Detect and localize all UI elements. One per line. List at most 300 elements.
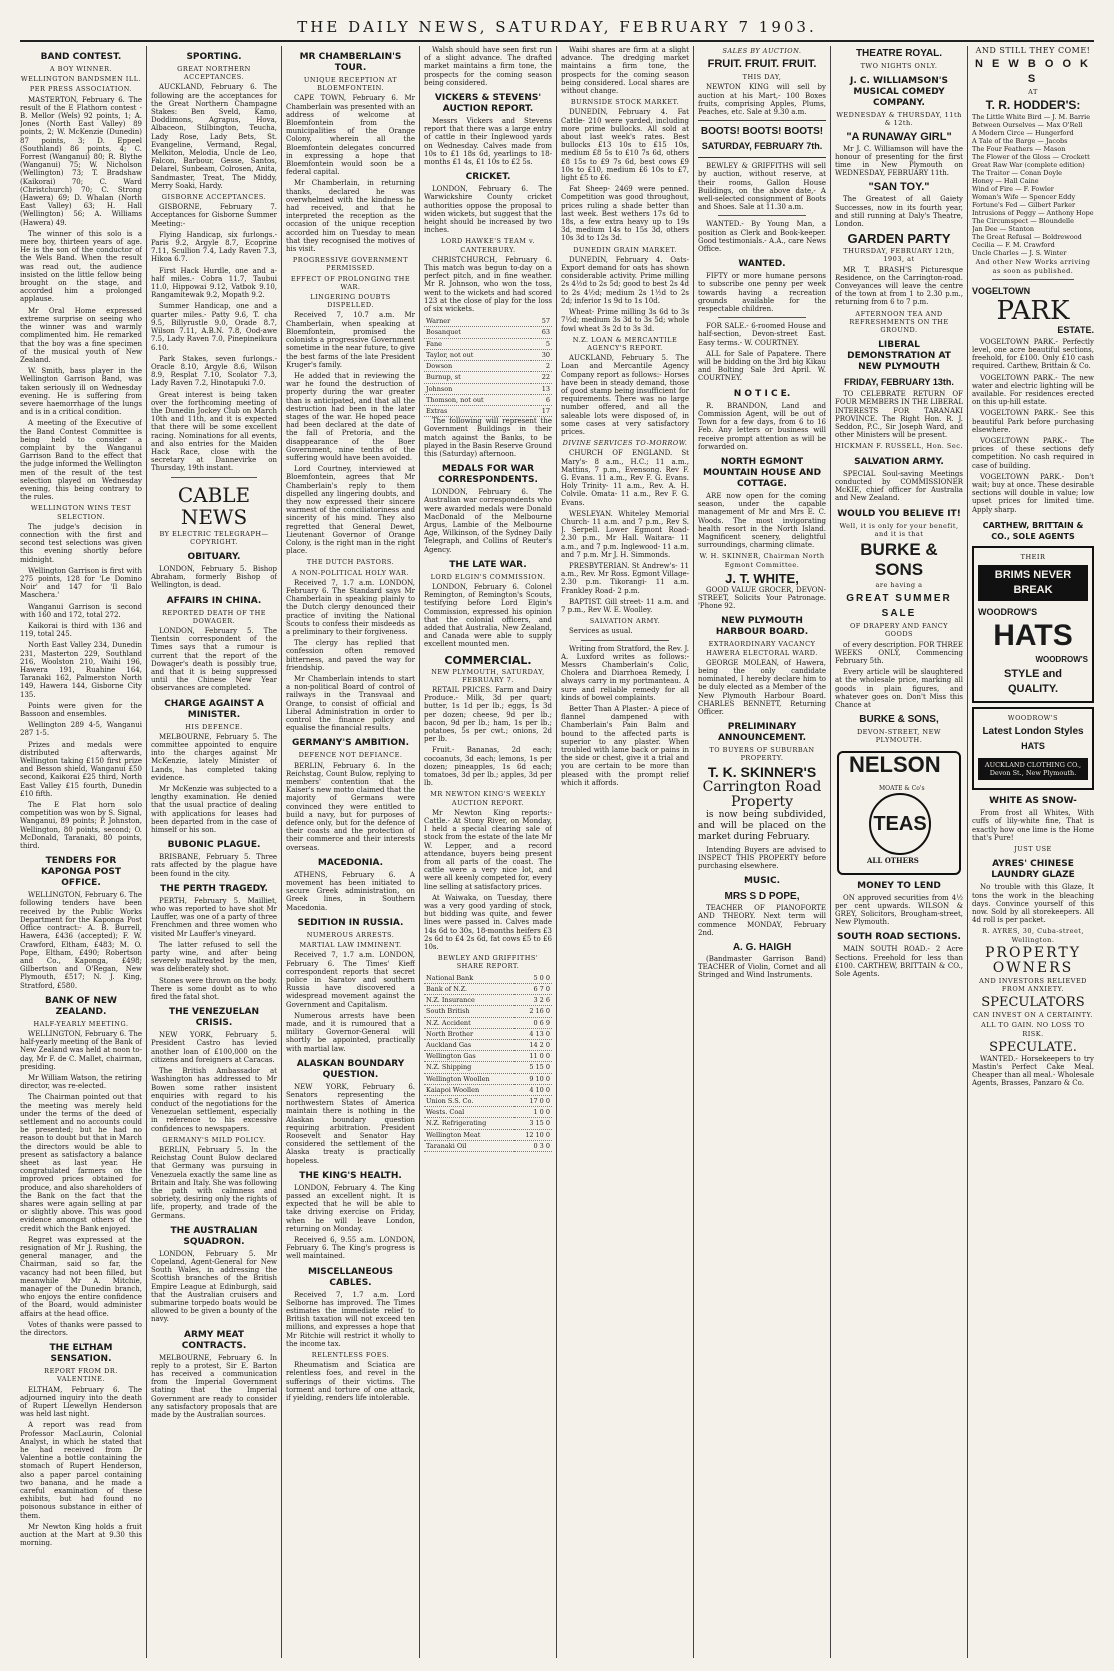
share-row-cell: 6 7 0 xyxy=(514,983,552,994)
paragraph: From frost all Whites, With cuffs of lily-white fine, That is exactly how one lime is the Home that's Pure! xyxy=(972,809,1094,842)
share-row-cell: Wellington Meat xyxy=(424,1129,514,1140)
paragraph: The following will represent the Government Buildings in their match against the Banks, to be played in the Basin Reserve Ground this (Saturday) afternoon. xyxy=(424,417,552,458)
dateline: PER PRESS ASSOCIATION. xyxy=(29,85,133,94)
paragraph: Messrs Vickers and Stevens report that there was a large entry of cattle in their Inglewood yards on Wednesday. Calves made from 10s to £1 18s 6d, yearlings to 18-months £1 4s, £1 10s to £2 5s. xyxy=(424,117,552,167)
paragraph: LONDON, February 4. The King passed an excellent night. It is expected that he will be able to take driving exercise on Friday, when he will leave London, returning on Monday. xyxy=(286,1183,415,1233)
headline: ALASKAN BOUNDARY QUESTION. xyxy=(296,1058,405,1080)
subhead: THURSDAY, FEBRUARY 12th, 1903, at xyxy=(843,247,955,264)
paragraph: Received 7, 10.7 a.m. Mr Chamberlain, when speaking at Bloemfontein, promised the colonists a progressive Government sometime in the near future, to give the best farms of the late President Kruger's family. xyxy=(286,311,415,369)
subhead: AND STILL THEY COME! xyxy=(975,46,1091,55)
score-row-cell: 2 xyxy=(531,361,552,372)
paragraph: AUCKLAND, February 6. The following are the acceptances for the Great Northern Champagne Stakes: Ben Sveld, Kamo, Doddimons, Agrapus, Hova, Albaceon, Stilbington, Teucha, Lady Rose, Lady Bets, St. Evangeline, Vermand, Regal, Melkiton, Melodia, Uncle de Leo, Falcon, Barbour, Gesse, Santos, Delarel, Sunbeam, Colrosen, Anita, Sandmaster, Treat, The Middy, Merry Soaki, Hardy. xyxy=(151,83,277,190)
book-item: A Modern Circe — Hungerford xyxy=(972,129,1074,138)
score-row xyxy=(424,405,552,416)
subhead: NUMEROUS ARRESTS. xyxy=(306,930,395,939)
subhead: GISBORNE ACCEPTANCES. xyxy=(161,193,267,202)
share-row-cell: 3 2 6 xyxy=(514,995,552,1006)
column-rule xyxy=(146,46,147,1658)
subhead: BY ELECTRIC TELEGRAPH—COPYRIGHT. xyxy=(159,529,269,546)
share-row-cell: 0 6 9 xyxy=(514,1017,552,1028)
subhead: TO BUYERS OF SUBURBAN PROPERTY. xyxy=(709,746,815,763)
paragraph: MELBOURNE, February 5. The committee appointed to enquire into the charges against Mr McKenzie, lately Minister of Lands, has completed taking evidence. xyxy=(151,732,277,782)
book-item: Honey — Hall Caine xyxy=(972,177,1039,186)
column-rule xyxy=(830,46,831,1658)
paragraph: Wellington Garrison is first with 275 points, 128 for 'Le Domino Noir' and 147 for 'Il Balo Maschera.' xyxy=(20,566,142,600)
ad-title: ESTATE. xyxy=(1057,324,1094,335)
ad-title: OWNERS xyxy=(992,959,1074,976)
paragraph: ALL for Sale of Papatere. There will be bidding on the 3rd big Kikau and Bolting Sale 3rd April. W. COURTNEY. xyxy=(698,349,826,383)
paragraph: The Greatest of all Gaiety Successes, now in its fourth year, and still running at Daly's Theatre, London. xyxy=(835,195,963,229)
paragraph: Prizes and medals were distributed afterwards, Wellington taking £150 first prize and Besson shield, Wanganui £50 second, Kaikorai £25 third, North East Valley £15 fourth, Dunedin £10 fifth. xyxy=(20,740,142,798)
share-row-cell: 5 0 0 xyxy=(514,973,552,984)
paragraph: A report was read from Professor MacLaurin, Colonial Analyst, in which he stated that he had received from Dr Valentine a bottle containing the stomach of Rupert Henderson, also a paper parcel containing two banana, and he made a careful examination of these exhibits, but had found no poisonous substance in either of them. xyxy=(20,1421,142,1520)
masthead-title: THE DAILY NEWS, SATURDAY, FEBRUARY 7 1903. xyxy=(297,18,817,36)
share-row-cell: 5 15 0 xyxy=(514,1062,552,1073)
headline: THE LATE WAR. xyxy=(449,559,527,570)
paragraph: WESLEYAN. Whiteley Memorial Church- 11 a.m. and 7 p.m., Rev S. J. Serpell. Lower Egmont Road- 2.30 p.m., Mr Hall. Waitara- 11 a.m., and 7 p.m. Inglewood- 11 a.m. and 7 p.m. Mr J. H. Simmonds. xyxy=(561,509,689,559)
divider xyxy=(581,640,669,641)
paragraph: ATHENS, February 6. A movement has been initiated to secure Greek administration, on Greek lines, in Southern Macedonia. xyxy=(286,870,415,912)
column-8 xyxy=(972,46,1094,1658)
paragraph: Mr Chamberlain, in returning thanks, declared he was overwhelmed with the kindness he had received, and that he interpreted the reception as the occasion of the unique reception accorded him on Tuesday to mean that they recognised the motives of his visit. xyxy=(286,179,415,254)
paragraph: Fruit.- Bananas, 2d each; cocoanuts, 3d each; lemons, 1s per dozen; pineapples, 1s 6d each; tomatoes, 3d per lb.; apples, 3d per lb. xyxy=(424,746,552,788)
book-item: A Tale of the Barge — Jacobs xyxy=(972,137,1068,146)
ad-date: SATURDAY, FEBRUARY 7th. xyxy=(701,141,823,152)
score-row xyxy=(424,372,552,383)
ad-banner: BRIMS NEVER BREAK xyxy=(978,565,1088,601)
paragraph: Points were given for the Bassoon and ensembles. xyxy=(20,701,142,719)
share-row-cell: 4 10 0 xyxy=(514,1084,552,1095)
score-row-cell: 13 xyxy=(531,383,552,394)
headline: ARMY MEAT CONTRACTS. xyxy=(181,1329,247,1351)
subhead: OF DRAPERY AND FANCY GOODS xyxy=(849,622,949,639)
subhead: HIS DEFENCE. xyxy=(185,722,243,731)
subhead: LORD HAWKE'S TEAM v. CANTERBURY. xyxy=(441,237,535,254)
share-row-cell: Union S.S. Co. xyxy=(424,1095,514,1106)
subhead: R. AYRES, 30, Cuba-street, Wellington. xyxy=(982,927,1084,944)
paragraph: Services as usual. xyxy=(569,627,633,636)
ad-title: "SAN TOY." xyxy=(868,181,930,194)
paragraph: GEORGE MOLEAN, of Hawera, being the only candidate nominated, I hereby declare him to be duly elected as a Member of the New Plymouth Harbour Board. CHARLES BENNETT, Returning Officer. xyxy=(698,658,826,716)
share-table xyxy=(424,973,552,1152)
book-item: The Flower of the Gloss — Crockett xyxy=(972,153,1090,162)
divider xyxy=(171,477,257,478)
paragraph: RETAIL PRICES. Farm and Dairy Produce.- Milk, 3d per quart; butter, 1s 1d per lb.; eggs, 1s 3d per dozen; cheese, 9d per lb.; bacon, 9d per lb.; ham, 1s per lb.; potatoes, 5s per cwt.; onions, 2d per lb. xyxy=(424,685,552,744)
ad-title: "A RUNAWAY GIRL" xyxy=(846,130,952,143)
column-rule xyxy=(419,46,420,1658)
score-row xyxy=(424,383,552,394)
share-row xyxy=(424,1073,552,1084)
logo-subtext: MOATE & Co's xyxy=(879,784,925,792)
subhead: SALVATION ARMY. xyxy=(589,617,661,626)
headline: CHARGE AGAINST A MINISTER. xyxy=(164,698,264,720)
divider xyxy=(992,279,1074,280)
headline: MACEDONIA. xyxy=(317,857,384,868)
paragraph: He added that in reviewing the war he found the destruction of property during the war greater than is anticipated, and that all the destruction had been in the later stages of the war. He hoped peace had been declared at the date of the fall of Pretoria, and the disappearance of the Boer Government, nine tenths of the suffering would have been avoided. xyxy=(286,371,415,462)
paragraph: FIFTY or more humane persons to subscribe one penny per week towards having a recreation grounds available for the respectable children. xyxy=(698,272,826,314)
nelson-moate-logo xyxy=(837,751,961,875)
paragraph: Votes of thanks were passed to the directors. xyxy=(20,1320,142,1338)
paragraph: Received 7, 1.7 a.m. Lord Selborne has improved. The Times estimates the immediate relief to British taxation will not exceed ten millions, and expresses a hope that Mr Ritchie will restrict it wholly to the income tax. xyxy=(286,1290,415,1348)
paragraph: LONDON, February 5. Bishop Abraham, formerly Bishop of Wellington, is dead. xyxy=(151,564,277,590)
section-title: CABLE NEWS xyxy=(177,482,251,529)
paragraph: Regret was expressed at the resignation of Mr J. Rushing, the general manager, and the Chairman, said so far, the vacancy had not been filled, but meanwhile Mr A. Mitchie, manager of the Dunedin branch, who enjoys the entire confidence of the Board, would administer affairs at the head office. xyxy=(20,1235,142,1318)
subhead: DEVON-STREET, NEW PLYMOUTH. xyxy=(856,728,942,745)
ad-title: BOOTS! BOOTS! BOOTS! xyxy=(700,126,824,138)
headline: TENDERS FOR KAPONGA POST OFFICE. xyxy=(40,856,122,889)
subhead: WELLINGTON WINS TEST SELECTION. xyxy=(30,504,132,521)
subhead: MR NEWTON KING'S WEEKLY AUCTION REPORT. xyxy=(430,790,546,807)
paragraph: NEWTON KING will sell by auction at his Mart,- 100 Boxes fruits, comprising Apples, Plums, Peaches, etc. Sale at 9.30 a.m. xyxy=(698,83,826,117)
share-row-cell: 11 0 0 xyxy=(514,1051,552,1062)
paragraph: FOR SALE.- 6-roomed House and half-section, Devon-street East. Easy terms.- W. COURTNEY. xyxy=(698,322,826,347)
ad-subtitle: Carrington Road Property xyxy=(702,778,822,810)
paragraph: The British Ambassador at Washington has addressed to Mr Bowen some rather insistent enquiries with regard to his conduct of the negotiations for the Venezuelan settlement, especially in reference to his excessive confidences to newspapers. xyxy=(151,1067,277,1133)
subhead: DUNEDIN GRAIN MARKET. xyxy=(573,245,677,254)
paragraph: LONDON, February 5. The Tientsin correspondent of the Times says that a rumour is current that the report of the Dowager's death is possibly true, and that it is being suppressed until the Chinese New Year observances are completed. xyxy=(151,626,277,693)
headline: WOULD YOU BELIEVE IT! xyxy=(837,508,961,519)
headline: OBITUARY. xyxy=(187,551,241,562)
subhead: CAN INVEST ON A CERTAINTY. xyxy=(972,1011,1094,1020)
paragraph: The latter refused to sell the party wine, and after being severely maltreated by the men, was deliberately shot. xyxy=(151,940,277,974)
headline: MUSIC. xyxy=(743,876,781,887)
paragraph: No trouble with this Glaze, It tons the work in the bleaching days. Convince yourself of this now. Sold by all storekeepers. All 4d roll is per packet. xyxy=(972,883,1094,925)
subhead: A BOY WINNER. xyxy=(49,65,113,73)
headline: NEW PLYMOUTH HARBOUR BOARD. xyxy=(715,616,809,638)
headline: THE ELTHAM SENSATION. xyxy=(49,1343,113,1365)
paragraph: PERTH, February 5. Mailliet, who was reported to have shot Mr Lauffer, was one of a party of three Frenchmen and three women who visited Mr Lauffer's vineyard. xyxy=(151,896,277,938)
paragraph: LONDON, February 6. The Australian war correspondents who were awarded medals were Donald MacDonald of the Melbourne Argus, Lambie of the Melbourne Age, Wilkinson, of the Sydney Daily Telegraph, and Collins of Reuter's Agency. xyxy=(424,488,552,554)
share-row xyxy=(424,1051,552,1062)
subhead: BEWLEY AND GRIFFITHS' SHARE REPORT. xyxy=(437,954,539,971)
column-5 xyxy=(561,46,689,1658)
paragraph: (Bandmaster Garrison Band) TEACHER of Violin, Cornet and all Stringed and Wind Instruments. xyxy=(698,955,826,980)
subhead: BURNSIDE STOCK MARKET. xyxy=(570,98,680,107)
headline: THE VENEZUELAN CRISIS. xyxy=(169,1007,259,1029)
ad-title: BURKE & SONS, xyxy=(859,714,939,726)
ad-title: GARDEN PARTY xyxy=(847,231,951,247)
paragraph: Received 7, 1.7 a.m. LONDON, February 6. The Times' Kieff correspondent reports that secret police in Saratov and southern Russia have discovered a widespread movement against the Government and Capitalism. xyxy=(286,951,415,1009)
divider xyxy=(718,317,806,318)
score-row-cell: Dowson xyxy=(424,361,531,372)
column-rule xyxy=(281,46,282,1658)
score-row-cell: Taylor, not out xyxy=(424,349,531,360)
paragraph: Wheat- Prime milling 3s 6d to 3s 7½d; medium 3s 3d to 3s 5d; whole fowl wheat 3s 2d to 3s 3d. xyxy=(561,308,689,333)
ad-title: PROPERTY xyxy=(985,944,1081,961)
paragraph: GOOD VALUE GROCER, DEVON-STREET, Solicits Your Patronage. 'Phone 92. xyxy=(698,585,826,611)
score-row xyxy=(424,327,552,338)
ad-title: STYLE and QUALITY. xyxy=(1003,668,1063,696)
headline: THE KING'S HEALTH. xyxy=(299,1170,402,1181)
share-row xyxy=(424,1017,552,1028)
score-row-cell: 30 xyxy=(531,349,552,360)
paragraph: WANTED.- By Young Man, a position as Clerk and Book-keeper. Good testimonials.- A.A., care News Office. xyxy=(698,220,826,254)
paragraph: At Waiwaka, on Tuesday, there was a very good yarding of stock, but bidding was quite, and fewer lines were passed in. Calves made 14s 6d to 30s, 18-months heifers £3 2s 6d to £4 2s 6d, fat cows £5 to £6 10s. xyxy=(424,893,552,952)
auckland-clothing-ad xyxy=(972,707,1094,790)
subhead: W. H. SKINNER, Chairman North Egmont Committee. xyxy=(699,552,825,569)
ad-title: MRS S D POPE, xyxy=(724,891,800,903)
paragraph: The judge's decision in connection with the first and second test selections was given this evening shortly before midnight. xyxy=(20,522,142,564)
paragraph: Kaikorai is third with 136 and 119, total 245. xyxy=(20,622,142,639)
paragraph: Wellington 289 4-5, Wanganui 287 1-5. xyxy=(20,721,142,738)
subhead: EXTRAORDINARY VACANCY HAWERA ELECTORAL WARD. xyxy=(706,640,818,657)
score-row-cell: 22 xyxy=(531,372,552,383)
subhead: REPORT FROM DR. VALENTINE. xyxy=(44,1367,118,1384)
share-row-cell: 4 13 0 xyxy=(514,1028,552,1039)
share-row xyxy=(424,1039,552,1050)
subhead: DIVINE SERVICES TO-MORROW. xyxy=(562,439,688,448)
subhead: SALES BY AUCTION. xyxy=(722,47,802,55)
ad-date: FRIDAY, FEBRUARY 13th. xyxy=(844,377,954,388)
paragraph: Mr Chamberlain intends to start a non-political Board of control of railways in the Transvaal and Orange, to consist of official and Liberal Administration in order to control the finance policy and equalise the financial results. xyxy=(286,675,415,733)
ad-title: J. T. WHITE, xyxy=(725,570,799,586)
headline: LIBERAL DEMONSTRATION AT NEW PLYMOUTH xyxy=(847,340,951,373)
headline: GERMANY'S AMBITION. xyxy=(291,738,410,749)
share-row-cell: Kaiapoi Woollen xyxy=(424,1084,514,1095)
headline: MR CHAMBERLAIN'S TOUR. xyxy=(299,52,402,73)
headline: NORTH EGMONT MOUNTAIN HOUSE AND COTTAGE. xyxy=(702,456,822,489)
ad-title: WOODROW'S xyxy=(1035,655,1088,665)
book-item: Wind of Fire — F. Fowler xyxy=(972,185,1054,194)
subhead: HICKMAN F. RUSSELL, Hon. Sec. xyxy=(835,442,963,451)
paragraph: TO CELEBRATE RETURN OF FOUR MEMBERS IN THE LIBERAL INTERESTS FOR TARANAKI PROVINCE. The Right Hon. R. J. Seddon, P.C., Sir Joseph Ward, and other Ministers will be present. xyxy=(835,390,963,440)
headline: AYRES' CHINESE LAUNDRY GLAZE xyxy=(991,859,1075,881)
masthead xyxy=(20,14,1094,42)
paragraph: Writing from Stratford, the Rev. J. A. Luxford writes as follows:- Messrs Chamberlain's Colic, Cholera and Diarrhoea Remedy, I always carry in my portmanteau. A sure and reliable remedy for all kinds of bowel complaints. xyxy=(561,644,689,702)
share-row-cell: 1 0 0 xyxy=(514,1107,552,1118)
subhead: LINGERING DOUBTS DISPELLED. xyxy=(310,293,391,310)
ad-boots xyxy=(698,120,826,158)
paragraph: Mr Newton King reports:- Cattle.- At Stony River, on Monday, I held a special clearing sale of stock from the estate of the late Mr W. Lepper, and a record attendance, buyers being present from all parts of the coast. The cattle were a very nice lot, and were all keenly competed for, every line selling at satisfactory prices. xyxy=(424,808,552,891)
paragraph: VOGELTOWN PARK.- Perfectly level, one acre beautiful sections, freehold, for £100. Only £10 cash required. Carthew, Brittain & Co. xyxy=(972,337,1094,371)
share-row-cell: N.Z. Insurance xyxy=(424,995,514,1006)
column-7 xyxy=(835,46,963,1658)
book-item: The Little White Bird — J. M. Barrie xyxy=(972,113,1091,122)
column-3 xyxy=(286,46,415,1658)
subhead: WELLINGTON BANDSMEN ILL. xyxy=(20,75,142,84)
paragraph: NEW YORK, February 5. President Castro has levied another loan of £100,000 on the citizens and foreigners at Caracas. xyxy=(151,1031,277,1064)
subhead: GREAT NORTHERN ACCEPTANCES. xyxy=(177,65,251,82)
paragraph: AUCKLAND, February 5. The Loan and Mercantile Agency Company report as follows:- Horses have been in steady demand, those of good stamp being insufficient for requirements. There was no large number offered, and all the saleable lots were disposed of, in some cases at very satisfactory prices. xyxy=(561,354,689,436)
subhead: ALL TO GAIN. NO LOSS TO RISK. xyxy=(981,1021,1085,1038)
paragraph: WELLINGTON, February 6. The half-yearly meeting of the Bank of New Zealand was held at noon to-day, Mr F. de C. Mallet, chairman, presiding. xyxy=(20,1029,142,1071)
headline: COMMERCIAL. xyxy=(444,653,532,667)
paragraph: VOGELTOWN PARK.- Don't wait; buy at once. These desirable sections will double in value; low upset prices for limited time. Apply sharp. xyxy=(972,472,1094,514)
paragraph: North East Valley 234, Dunedin 231, Masterton 229, Southland 216, Woolston 210, Waihi 196, Hawera 191, Ruahine 164, Taranaki 162, Palmerston North 149, Hawera 144, Gisborne City 135. xyxy=(20,641,142,699)
ad-title: FRUIT. FRUIT. FRUIT. xyxy=(707,58,817,71)
ad-title: HATS xyxy=(993,619,1073,653)
share-row-cell: N.Z. Refrigerating xyxy=(424,1118,514,1129)
paragraph: Summer Handicap, one and a quarter miles.- Patty 9.6, T. cha 9.5, Billyrustle 9.0, Orade 8.7, Wilson 7.11, A.B.N. 7.8, Ood-awe 7.5, Lady Raven 7.0, Pinepineikura 6.10. xyxy=(151,302,277,352)
ad-title: VOGELTOWN xyxy=(972,285,1031,296)
paragraph: BRISBANE, February 5. Three rats affected by the plague have been found in the city. xyxy=(151,853,277,878)
headline: N O T I C E. xyxy=(733,388,791,399)
headline: SEDITION IN RUSSIA. xyxy=(297,917,404,928)
paragraph: PRESBYTERIAN. St Andrew's- 11 a.m., Rev. Mr Ross. Egmont Village- 2.30 p.m. Tikorangi- 11 a.m. Frankley Road- 2 p.m. xyxy=(561,561,689,595)
paragraph: Every article will be slaughtered at the wholesale price, marking all goods in plain figures, and whatever goes on. Don't Miss this Chance at xyxy=(835,668,963,709)
headline: SPORTING. xyxy=(186,52,242,62)
paragraph: Rheumatism and Sciatica are relentless foes, and revel in the sufferings of their victims. The torment and torture of one attack, if yielding, renders life intolerable. xyxy=(286,1361,415,1403)
paragraph: MASTERTON, February 6. The result of the E Flathorn contest - B. Mellor (Wels) 92 points, 1; A. Jones (North East Valley) 89 points, 2; W. McKenzie (Dunedin) 87 points, 3; D. Eppeel (Southland) 86 points, 4; C. Forrest (Wanganui) 80; R. Blythe (Wanganui) 75; W. Nicholson (Wellington) 73; T. Bradshaw (Kaikorai) 70; C. Ward (Christchurch) 70; C. Strong (Hawera) 69; D. Whalan (North East Valley) 63; H. Hall (Wellington) 56; A. Williams (Hawera) 49. xyxy=(20,95,142,227)
share-row-cell: Taranaki Oil xyxy=(424,1140,514,1151)
paragraph: BEWLEY & GRIFFITHS will sell by auction, without reserve, at their rooms, Gallon House Buildings, on the above date,- A well-selected consignment of Boots and Shoes. Sale at 11.30 a.m. xyxy=(698,162,826,212)
share-row xyxy=(424,1084,552,1095)
subhead: NEW PLYMOUTH, SATURDAY, FEBRUARY 7. xyxy=(431,667,545,684)
subhead: TWO NIGHTS ONLY. xyxy=(860,62,938,70)
paragraph: Received 7, 1.7 a.m. LONDON, February 6. The Standard says Mr Chamberlain in speaking plainly to the Dutch clergy denounced their practice of inviting the National Scouts to confess their misdeeds as a preliminary to their forgiveness. xyxy=(286,578,415,636)
subhead: AT xyxy=(1028,88,1038,97)
score-row xyxy=(424,361,552,372)
headline: THE PERTH TRAGEDY. xyxy=(160,883,268,894)
subhead: GERMANY'S MILD POLICY. xyxy=(162,1135,266,1144)
paragraph: TEACHER OF PIANOFORTE AND THEORY. Next term will commence MONDAY, February 2nd. xyxy=(698,904,826,937)
paragraph: WANTED.- Horsekeepers to try Mastin's Perfect Cake Meal. Cheaper than all meal.- Wholesale Agents, Brasses, Panzaro & Co. xyxy=(972,1054,1094,1088)
book-item: Cecilia — F. M. Crawford xyxy=(972,241,1055,250)
subhead: PROGRESSIVE GOVERNMENT PERMISSED. xyxy=(292,256,409,273)
headline: BUBONIC PLAGUE. xyxy=(167,840,261,851)
score-row-cell: 57 xyxy=(531,316,552,327)
subhead: N.Z. LOAN & MERCANTILE AGENCY'S REPORT. xyxy=(572,335,678,352)
paragraph: NEW YORK, February 6. Senators representing the northwestern States of America maintain there is nothing in the Alaskan boundary question requiring arbitration. President Roosevelt and Senator Hay considered the settlement of the Alaska treaty is practically hopeless. xyxy=(286,1082,415,1165)
paragraph: Mr Oral Home expressed extreme surprise on seeing who the winner was and warmly complimented him. He remarked that the boy was a fine specimen of the musical youth of New Zealand. xyxy=(20,306,142,364)
score-row xyxy=(424,349,552,360)
subhead: are having a xyxy=(875,580,923,589)
book-item: Intrusions of Peggy — Anthony Hope xyxy=(972,209,1094,218)
score-row xyxy=(424,316,552,327)
paragraph: MELBOURNE, February 6. In reply to a protest, Sir E. Barton has received a communication from the Imperial Government stating that the Imperial Government are ready to consider any satisfactory proposals that are made by the Australian sources. xyxy=(151,1353,277,1419)
share-row-cell: 0 3 0 xyxy=(514,1140,552,1151)
column-rule xyxy=(967,46,968,1658)
ad-title: N E W B O O K S xyxy=(975,58,1091,86)
paragraph: ARE now open for the coming season, under the capable management of Mr and Mrs E. C. Woods. The most invigorating health resort in the North Island. Magnificent scenery, delightful surroundings, charming climate. xyxy=(698,491,826,550)
share-row xyxy=(424,1028,552,1039)
headline: THE AUSTRALIAN SQUADRON. xyxy=(170,1225,258,1247)
ad-title: SPECULATORS xyxy=(981,995,1085,1011)
subhead: THEIR xyxy=(1020,552,1046,561)
book-item: The Traitor — Conan Doyle xyxy=(972,169,1063,178)
paragraph: SPECIAL Soul-saving Meetings conducted by COMMISSIONER McKIE, chief officer for Australia and New Zealand. xyxy=(835,469,963,503)
share-row-cell: National Bank xyxy=(424,973,514,984)
share-row-cell: Wellington Gas xyxy=(424,1051,514,1062)
subhead: HALF-YEARLY MEETING. xyxy=(33,1019,129,1028)
book-list xyxy=(972,113,1094,257)
paragraph: A meeting of the Executive of the Band Contest Committee is being held to consider a complaint by the Wanganui Garrison Band to the effect that the judge informed the Wellington men of the result of the test selection played on Wednesday evening, this being contrary to the rules. xyxy=(20,419,142,502)
paragraph: Great interest is being taken over the forthcoming meeting of the Dunedin Jockey Club on March 10th and 11th, and it is expected that there will be some excellent racing. Nominations for all events, and also entries for the Maiden Hack Race, close with the secretary at Dannevirke on Thursday, 19th instant. xyxy=(151,390,277,473)
subhead: A NON-POLITICAL HOLY WAR. xyxy=(292,568,409,577)
headline: MISCELLANEOUS CABLES. xyxy=(307,1266,394,1288)
share-row xyxy=(424,1107,552,1118)
column-rule xyxy=(556,46,557,1658)
paragraph: GISBORNE, February 7. Acceptances for Gisborne Summer Meeting:- xyxy=(151,203,277,228)
paragraph: BERLIN, February 5. In the Reichstag Count Bulow declared that Germany was pursuing in Venezuela exactly the same line as Britain and Italy. She was following the path with calmness and sobriety, desiring only the rights of life, property, and trade of the Germans. xyxy=(151,1145,277,1220)
subhead: AND INVESTORS RELIEVED FROM ANXIETY. xyxy=(979,976,1087,993)
score-row-cell: Extras xyxy=(424,405,531,416)
share-row-cell: North Brother xyxy=(424,1028,514,1039)
share-row-cell: 17 0 0 xyxy=(514,1095,552,1106)
column-6 xyxy=(698,46,826,1658)
paragraph: LONDON, February 6. The Warwickshire County cricket authorities oppose the proposal to widen wickets, but suggest that the height should be increased by two inches. xyxy=(424,185,552,235)
paragraph: BERLIN, February 6. In the Reichstag, Count Bulow, replying to members' contention that the Kaiser's new motto claimed that the majority of Germans were convinced they were entitled to build a navy, but for purposes of defence only, but for the defence of their coasts and the protection of their commerce and their interests overseas. xyxy=(286,761,415,852)
ad-title: THEATRE ROYAL. xyxy=(855,48,943,59)
subhead: RELENTLESS FOES. xyxy=(311,1351,390,1360)
subhead: LORD ELGIN'S COMMISSION. xyxy=(430,572,546,581)
subhead: Well, it is only for your benefit, and it is that xyxy=(839,521,959,538)
logo-text: NELSON xyxy=(849,751,941,777)
share-row-cell: Bank of N.Z. xyxy=(424,983,514,994)
score-row-cell: 17 xyxy=(531,405,552,416)
headline: CRICKET. xyxy=(465,172,511,183)
paragraph: BAPTIST. Gill street- 11 a.m. and 7 p.m., Rev W. E. Woolley. xyxy=(561,597,689,614)
share-row-cell: 14 2 0 xyxy=(514,1039,552,1050)
scorecard-table xyxy=(424,316,552,417)
paragraph: DUNEDIN, February 4. Oats- Export demand for oats has shown considerable activity. Prime milling 2s 4½d to 2s 5d; good to best 2s 4d to 2s 4½d; medium 2s 1½d to 2s 2d; inferior 1s 9d to 1s 10d. xyxy=(561,255,689,305)
subhead: THE DUTCH PASTORS. xyxy=(306,558,395,567)
ad-title: PARK xyxy=(996,295,1070,326)
score-row xyxy=(424,338,552,349)
share-row xyxy=(424,1062,552,1073)
subhead: MARTIAL LAW IMMINENT. xyxy=(299,941,402,950)
share-row xyxy=(424,1118,552,1129)
score-row-cell: 6 xyxy=(531,394,552,405)
paragraph: CAPE TOWN, February 6. Mr Chamberlain was presented with an address of welcome at Bloemfontein from the municipalities of the Orange Colony, wherein all the Bloemfontein delegates concurred in expressing a hope that Bloemfontein would soon be a federal capital. xyxy=(286,94,415,177)
share-row-cell: Auckland Gas xyxy=(424,1039,514,1050)
paragraph: Lord Courtney, interviewed at Bloemfontein, agrees that Mr Chamberlain's reply to them dispelled any lingering doubts, and they now expressed their sincere warmest of the conciliatoriness and sincerity of his mind. They also regretted that General Dewet, Lieutenant Governor of Orange Colony, is the right man in the right place. xyxy=(286,465,415,556)
ad-title: HATS xyxy=(1021,741,1045,752)
subhead: DEFENCE NOT DEFIANCE. xyxy=(298,751,403,760)
ad-title: T. R. HODDER'S: xyxy=(985,98,1081,113)
score-row-cell: Thomson, not out xyxy=(424,394,531,405)
share-row-cell: 3 15 0 xyxy=(514,1118,552,1129)
ad-title: WOODROW'S xyxy=(978,607,1038,618)
share-row-cell: 9 10 0 xyxy=(514,1073,552,1084)
logo-seal: TEAS xyxy=(869,793,931,855)
subhead: UNIQUE RECEPTION AT BLOEMFONTEIN. xyxy=(303,76,398,93)
share-row xyxy=(424,973,552,984)
book-item: Great Raw War (complete edition) xyxy=(972,161,1085,170)
book-item: The Great Refusal — Boldrewood xyxy=(972,233,1082,242)
ad-title: BURKE & SONS xyxy=(860,539,938,579)
ad-title: A. G. HAIGH xyxy=(732,942,792,953)
paragraph: Intending Buyers are advised to INSPECT THIS PROPERTY before purchasing elsewhere. xyxy=(698,845,826,870)
score-row-cell: Warner xyxy=(424,316,531,327)
paragraph: Wanganui Garrison is second with 160 and 172, total 272. xyxy=(20,602,142,619)
headline: PRELIMINARY ANNOUNCEMENT. xyxy=(717,722,807,744)
score-row-cell: Fane xyxy=(424,338,531,349)
paragraph: VOGELTOWN PARK.- The new water and electric lighting will be available. For residences erected on this up-hill estate. xyxy=(972,373,1094,407)
paragraph: Fat Sheep- 2469 were penned. Competition was good throughout, prices ruling a shade better than last week. Best wethers 17s 6d to 18s, a few extra heavy up to 19s 3d, medium 14s to 15s 3d, others 10s 3d to 12s 3d. xyxy=(561,185,689,243)
headline: SOUTH ROAD SECTIONS. xyxy=(837,932,961,943)
score-row-cell: Johnson xyxy=(424,383,531,394)
share-row-cell: N.Z. Accident xyxy=(424,1017,514,1028)
paragraph: CHURCH OF ENGLAND. St Mary's- 8 a.m., H.C.; 11 a.m., Mattins, 7 p.m., Evensong. Rev F. G. Evans. 11 a.m., Rev F. G. Evans. Holy Trinity- 11 a.m., Rev. A. H. Colvile. Omata- 11 a.m., Rev F. G. Evans. xyxy=(561,449,689,507)
score-row-cell: 5 xyxy=(531,338,552,349)
headline: WHITE AS SNOW- xyxy=(989,796,1077,807)
score-row-cell: 63 xyxy=(531,327,552,338)
headline: MEDALS FOR WAR CORRESPONDENTS. xyxy=(438,464,538,486)
paragraph: VOGELTOWN PARK.- See this beautiful Park before purchasing elsewhere. xyxy=(972,409,1094,434)
ad-title: Latest London Styles xyxy=(982,726,1084,738)
book-item: The Four Feathers — Mason xyxy=(972,145,1066,154)
headline: VICKERS & STEVENS' AUCTION REPORT. xyxy=(434,93,542,115)
paragraph: MAIN SOUTH ROAD.- 2 Acre Sections. Freehold for less than £100. CARTHEW, BRITTAIN & CO., Sole Agents. xyxy=(835,945,963,978)
logo-subtext: ALL OTHERS xyxy=(867,855,919,865)
divider xyxy=(718,215,806,216)
share-row xyxy=(424,983,552,994)
paragraph: MR T. BRASH'S Picturesque Residence, on the Carrington-road. Conveyances will leave the centre of the town at from 1 to 2.30 p.m., returning from 6 to 7 p.m. xyxy=(835,265,963,307)
paragraph: Better Than A Plaster.- A piece of flannel dampened with Chamberlain's Pain Balm and bound to the affected parts is superior to any plaster. When troubled with lame back or pains in the side or chest, give it a trial and you are certain to be more than pleased with the prompt relief which it affords. xyxy=(561,705,689,787)
book-item: Between Ourselves — Max O'Rell xyxy=(972,121,1083,130)
share-row-cell: Wellington Woollen xyxy=(424,1073,514,1084)
